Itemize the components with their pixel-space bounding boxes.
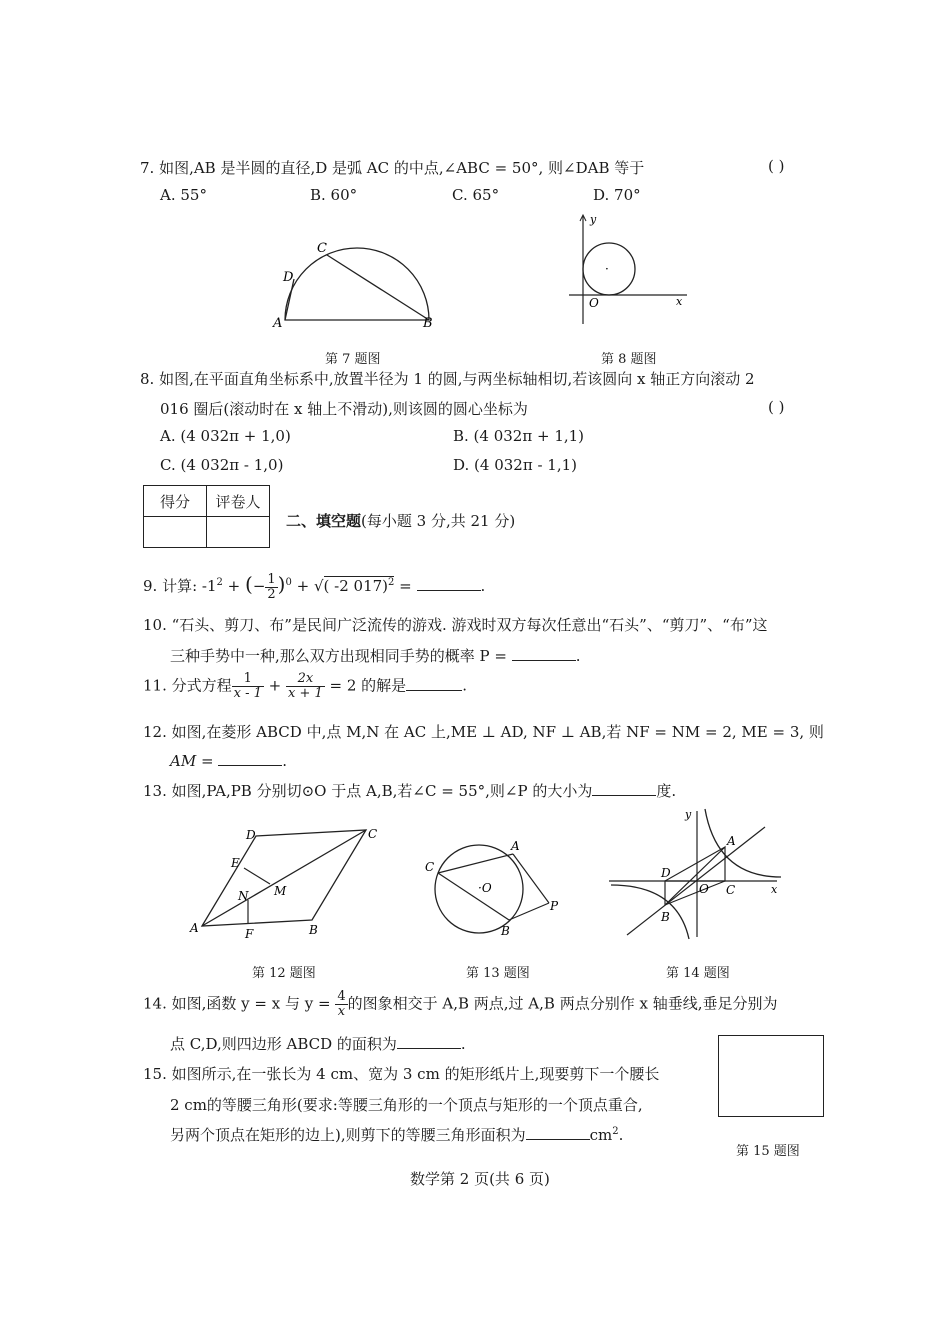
segment-me — [244, 868, 270, 884]
rolling-circle — [583, 243, 635, 295]
q11-prefix: 11. 分式方程 — [143, 676, 232, 695]
q9-plus1: + — [222, 577, 245, 595]
q7-stem: 7. 如图,AB 是半圆的直径,D 是弧 AC 的中点,∠ABC = 50°, 则∠DAB 等于 — [140, 159, 645, 177]
q11 — [143, 672, 467, 701]
label-o: O — [699, 882, 709, 896]
figure-q14 — [605, 805, 785, 945]
q11-f1-num: 1 — [232, 672, 264, 687]
score-header: 得分 — [144, 486, 207, 517]
q11-fraction2 — [286, 672, 325, 701]
q11-fraction1 — [232, 672, 264, 701]
q11-plus: + — [263, 676, 286, 695]
q9-end: . — [480, 577, 486, 595]
q15-line1: 15. 如图所示,在一张长为 4 cm、宽为 3 cm 的矩形纸片上,现要剪下一个腰长 — [143, 1065, 660, 1083]
q8-stem-line1: 8. 如图,在平面直角坐标系中,放置半径为 1 的圆,与两坐标轴相切,若该圆向 x 轴正方向滚动 2 — [140, 370, 755, 388]
q8-option-c: C. (4 032π - 1,0) — [160, 456, 284, 474]
label-b: B — [309, 923, 318, 937]
q10-end: . — [575, 647, 581, 665]
grader-cell[interactable] — [207, 517, 270, 548]
fig12-caption: 第 12 题图 — [252, 966, 316, 981]
q7-option-b: B. 60° — [310, 186, 358, 204]
q14-end: . — [460, 1035, 466, 1053]
label-b: B — [501, 924, 510, 938]
center-dot: · — [605, 262, 609, 276]
semicircle — [285, 248, 429, 320]
section2-title: 二、填空题 — [286, 512, 362, 530]
q15-line3 — [170, 1124, 623, 1145]
q10-line2 — [170, 645, 581, 666]
q9-radicand-wrap — [324, 576, 395, 595]
q15-answer-blank[interactable] — [526, 1125, 590, 1140]
label-x: x — [676, 295, 683, 308]
q9-fraction — [265, 573, 277, 602]
q14-answer-blank[interactable] — [397, 1034, 461, 1049]
q9-exp0: 0 — [285, 577, 292, 588]
tangent-pa — [513, 854, 549, 903]
q15-line3-text: 另两个顶点在矩形的边上),则剪下的等腰三角形面积为 — [170, 1126, 526, 1144]
q12-end: . — [282, 752, 288, 770]
tangent-pb — [509, 903, 549, 920]
q11-f1-den: x - 1 — [233, 686, 262, 701]
q12-answer-blank[interactable] — [218, 751, 282, 766]
grader-header: 评卷人 — [207, 486, 270, 517]
section2-heading — [286, 510, 515, 531]
q8-stem-line2: 016 圈后(滚动时在 x 轴上不滑动),则该圆的圆心坐标为 — [160, 400, 528, 418]
label-a: A — [511, 839, 520, 853]
label-p: P — [550, 899, 559, 913]
q9-neg: − — [252, 577, 266, 595]
q11-suffix: = 2 的解是 — [324, 676, 407, 695]
q10-line1: 10. “石头、剪刀、布”是民间广泛流传的游戏. 游戏时双方每次任意出“石头”、“剪刀”、“布”这 — [143, 616, 768, 634]
q15-unit: cm — [589, 1126, 613, 1144]
q9-eq: = — [394, 577, 417, 595]
q14-frac-num: 4 — [337, 989, 346, 1004]
label-d: D — [661, 866, 671, 880]
hyperbola-branch-1 — [705, 809, 781, 877]
label-b: B — [661, 910, 670, 924]
q14-frac-den: x — [337, 1004, 346, 1019]
label-y: y — [590, 213, 597, 226]
q12-line2-text: AM = — [170, 752, 219, 770]
q8-option-d: D. (4 032π - 1,1) — [453, 456, 577, 474]
label-b: B — [423, 316, 433, 331]
q14-fraction — [335, 990, 347, 1019]
q9-rparen: ) — [277, 572, 286, 596]
q10-answer-blank[interactable] — [512, 646, 576, 661]
q15-line2: 2 cm的等腰三角形(要求:等腰三角形的一个顶点与矩形的一个顶点重合, — [170, 1096, 643, 1114]
q8-option-a: A. (4 032π + 1,0) — [160, 427, 291, 445]
q15-unit-exp: 2 — [612, 1126, 619, 1137]
label-m: M — [274, 884, 287, 898]
figure-q8 — [565, 210, 695, 330]
fig14-caption: 第 14 题图 — [666, 966, 730, 981]
score-table — [143, 485, 270, 548]
q9-answer-blank[interactable] — [417, 576, 481, 591]
fig8-caption: 第 8 题图 — [601, 352, 657, 367]
q12-line2 — [170, 751, 287, 770]
q8-answer-paren: ( ) — [768, 398, 785, 416]
q13-stem: 13. 如图,PA,PB 分别切⊙O 于点 A,B,若∠C = 55°,则∠P 的大小为 — [143, 782, 593, 800]
chord-ad — [285, 279, 294, 320]
q9 — [143, 572, 485, 602]
figure-q12 — [188, 822, 388, 942]
fig13-caption: 第 13 题图 — [466, 966, 530, 981]
label-e: E — [231, 856, 240, 870]
q14-suffix: 的图象相交于 A,B 两点,过 A,B 两点分别作 x 轴垂线,垂足分别为 — [347, 994, 778, 1013]
q9-lparen: ( — [245, 572, 253, 596]
figure-q15-rectangle — [718, 1035, 824, 1117]
label-f: F — [245, 927, 254, 941]
label-c: C — [425, 860, 435, 874]
score-cell[interactable] — [144, 517, 207, 548]
q11-f2-den: x + 1 — [288, 686, 323, 701]
q14-line1 — [143, 990, 777, 1019]
label-c: C — [317, 241, 327, 256]
label-d: D — [283, 270, 294, 285]
label-d: D — [246, 828, 256, 842]
label-a: A — [190, 921, 199, 935]
fig15-caption: 第 15 题图 — [736, 1144, 800, 1159]
segment-cb — [665, 881, 725, 905]
figure-q7 — [265, 235, 445, 335]
q7-answer-paren: ( ) — [768, 157, 785, 175]
page-footer: 数学第 2 页(共 6 页) — [410, 1170, 550, 1188]
label-x: x — [771, 883, 778, 896]
label-c: C — [368, 827, 378, 841]
q7-option-c: C. 65° — [452, 186, 500, 204]
q9-frac-num: 1 — [267, 571, 276, 587]
label-y: y — [685, 808, 692, 821]
q9-prefix: 9. 计算: -1 — [143, 577, 217, 595]
q13-answer-blank[interactable] — [592, 781, 656, 796]
label-o: ·O — [478, 881, 492, 895]
q11-end: . — [462, 676, 467, 695]
q10-line2-text: 三种手势中一种,那么双方出现相同手势的概率 P = — [170, 647, 512, 665]
section2-note: (每小题 3 分,共 21 分) — [361, 512, 516, 530]
q9-radicand-exp: 2 — [388, 577, 395, 588]
diagonal-ac — [202, 830, 366, 926]
q7-option-d: D. 70° — [593, 186, 641, 204]
label-a: A — [273, 316, 283, 331]
q13 — [143, 780, 676, 801]
q14-prefix: 14. 如图,函数 y = x 与 y = — [143, 994, 336, 1013]
q9-frac-den: 2 — [267, 586, 276, 602]
q12-line1: 12. 如图,在菱形 ABCD 中,点 M,N 在 AC 上,ME ⊥ AD, NF ⊥ AB,若 NF = NM = 2, ME = 3, 则 — [143, 723, 824, 741]
q15-end: . — [618, 1126, 624, 1144]
q7-option-a: A. 55° — [160, 186, 207, 204]
q14-line2-text: 点 C,D,则四边形 ABCD 的面积为 — [170, 1035, 397, 1053]
figure-q13 — [425, 835, 565, 945]
fig7-caption: 第 7 题图 — [325, 352, 381, 367]
chord-bc — [327, 255, 429, 320]
q9-radicand: ( -2 017) — [323, 577, 389, 595]
q9-sqrt: √ — [313, 577, 324, 595]
q14-line2 — [170, 1033, 466, 1054]
q11-answer-blank[interactable] — [406, 676, 462, 691]
label-o: O — [589, 296, 599, 310]
label-c: C — [726, 883, 736, 897]
q9-plus2: + — [291, 577, 314, 595]
label-n: N — [238, 889, 249, 903]
q9-exp2: 2 — [216, 577, 223, 588]
q13-end: 度. — [656, 782, 677, 800]
q8-option-b: B. (4 032π + 1,1) — [453, 427, 585, 445]
label-a: A — [727, 834, 736, 848]
chord-cb — [438, 873, 509, 920]
q11-f2-num: 2x — [286, 672, 325, 687]
